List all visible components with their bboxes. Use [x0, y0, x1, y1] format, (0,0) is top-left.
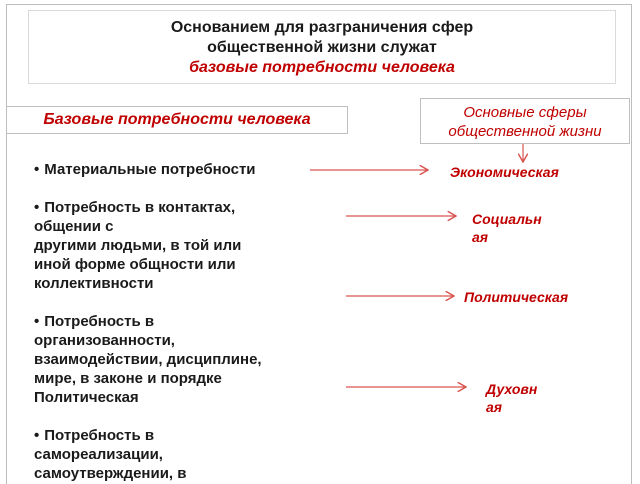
sphere-social-line-1: Социальн	[472, 211, 542, 227]
need-self-2: самореализации,	[34, 446, 163, 463]
need-contacts-4: иной форме общности или	[34, 256, 236, 273]
sphere-political: Политическая	[464, 289, 569, 305]
sphere-spiritual-line-1: Духовн	[486, 381, 538, 397]
sphere-social-line-2: ая	[472, 229, 489, 245]
spheres-header-line-2: общественной жизни	[448, 123, 602, 140]
needs-list	[34, 160, 334, 483]
need-contacts-1: • Потребность в контактах,	[34, 199, 236, 216]
need-order-1: • Потребность в	[34, 313, 155, 330]
need-material: • Материальные потребности	[34, 161, 256, 178]
sphere-economic: Экономическая	[450, 164, 559, 180]
needs-header: Базовые потребности человека	[6, 106, 348, 134]
need-order-4: мире, в законе и порядке	[34, 370, 222, 387]
need-contacts-5: коллективности	[34, 275, 154, 292]
title-line-1: Основанием для разграничения сфер	[170, 19, 474, 36]
sphere-spiritual	[486, 380, 537, 416]
sphere-spiritual-line-2: ая	[486, 399, 503, 415]
need-self-1: • Потребность в	[34, 427, 155, 444]
need-order-2: организованности,	[34, 332, 175, 349]
spheres-header-line-1: Основные сферы	[463, 104, 587, 121]
sphere-social	[472, 210, 542, 246]
need-order-5: Политическая	[34, 389, 139, 406]
title-accent: базовые потребности человека	[189, 59, 455, 76]
need-contacts-3: другими людьми, в той или	[34, 237, 242, 254]
need-contacts-2: общении с	[34, 218, 114, 235]
need-order-3: взаимодействии, дисциплине,	[34, 351, 262, 368]
need-self-3: самоутверждении, в	[34, 465, 187, 482]
title-line-2: общественной жизни служат	[207, 39, 437, 56]
